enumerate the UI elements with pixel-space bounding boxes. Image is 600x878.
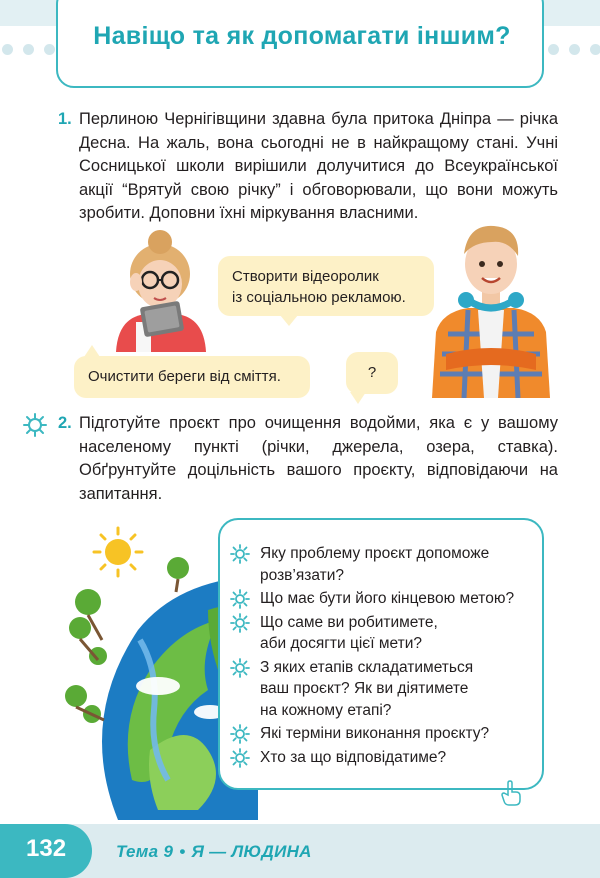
sun-icon — [94, 528, 142, 576]
boy-with-headphones-illustration — [428, 214, 554, 398]
girl-with-tablet-illustration — [96, 222, 226, 352]
bubble-question-text: ? — [367, 364, 377, 381]
question-item: Яку проблему проєкт допоможе розв’язати? — [230, 543, 536, 586]
theme-title: Я — ЛЮДИНА — [191, 842, 312, 861]
speech-bubble-clean — [74, 356, 310, 398]
page-number: 132 — [26, 835, 67, 862]
project-activity-icon — [22, 412, 48, 438]
questions-box — [218, 518, 544, 790]
theme-label: Тема 9 — [116, 842, 174, 861]
task-2-number: 2. — [58, 414, 72, 432]
speech-bubble-question — [346, 352, 398, 394]
page-title: Навіщо та як допомагати іншим? — [93, 22, 511, 50]
task-2 — [58, 412, 558, 506]
question-item: Які терміни виконання проєкту? — [230, 723, 536, 745]
sun-bullet-icon — [230, 544, 250, 564]
question-item: Що має бути його кінцевою метою? — [230, 588, 536, 610]
questions-list — [230, 543, 536, 770]
task-1-number: 1. — [58, 110, 72, 128]
sun-bullet-icon — [230, 748, 250, 768]
question-item: Хто за що відповідатиме? — [230, 747, 536, 769]
bubble-clean-text: Очистити береги від сміття. — [88, 368, 281, 385]
title-box — [56, 0, 544, 88]
sun-bullet-icon — [230, 613, 250, 633]
sun-bullet-icon — [230, 658, 250, 678]
task-1 — [58, 108, 558, 226]
hand-pointer-icon — [500, 780, 522, 806]
decorative-dots-right — [548, 44, 600, 55]
sun-bullet-icon — [230, 589, 250, 609]
theme-separator: • — [179, 842, 186, 861]
speech-bubble-video — [218, 256, 434, 316]
task-1-text: Перлиною Чернігівщини здавна була притока Дніпра — річка Десна. На жаль, вона сьогодні не в найкращому стані. Учні Сосницької школи вирішили долучитися до Всеукраїнської акції “Врятуй свою річку” і обговорювали, що вони можуть зробити. Доповни їхні міркування власними. — [79, 110, 558, 222]
question-item: Що саме ви робитимете, аби досягти цієї мети? — [230, 612, 536, 655]
sun-bullet-icon — [230, 724, 250, 744]
footer-theme — [116, 842, 312, 862]
task-2-text: Підготуйте проєкт про очищення водойми, яка є у вашому населеному пункті (річки, джерела, озера, ставка). Обґрунтуйте доцільність вашого проєкту, відповідаючи на запитання. — [79, 414, 558, 503]
question-item: З яких етапів складатиметься ваш проєкт? Як ви діятимете на кожному етапі? — [230, 657, 536, 722]
bubble-video-line-1: Створити відеоролик — [232, 268, 379, 285]
bubble-video-line-2: із соціальною рекламою. — [232, 289, 406, 306]
